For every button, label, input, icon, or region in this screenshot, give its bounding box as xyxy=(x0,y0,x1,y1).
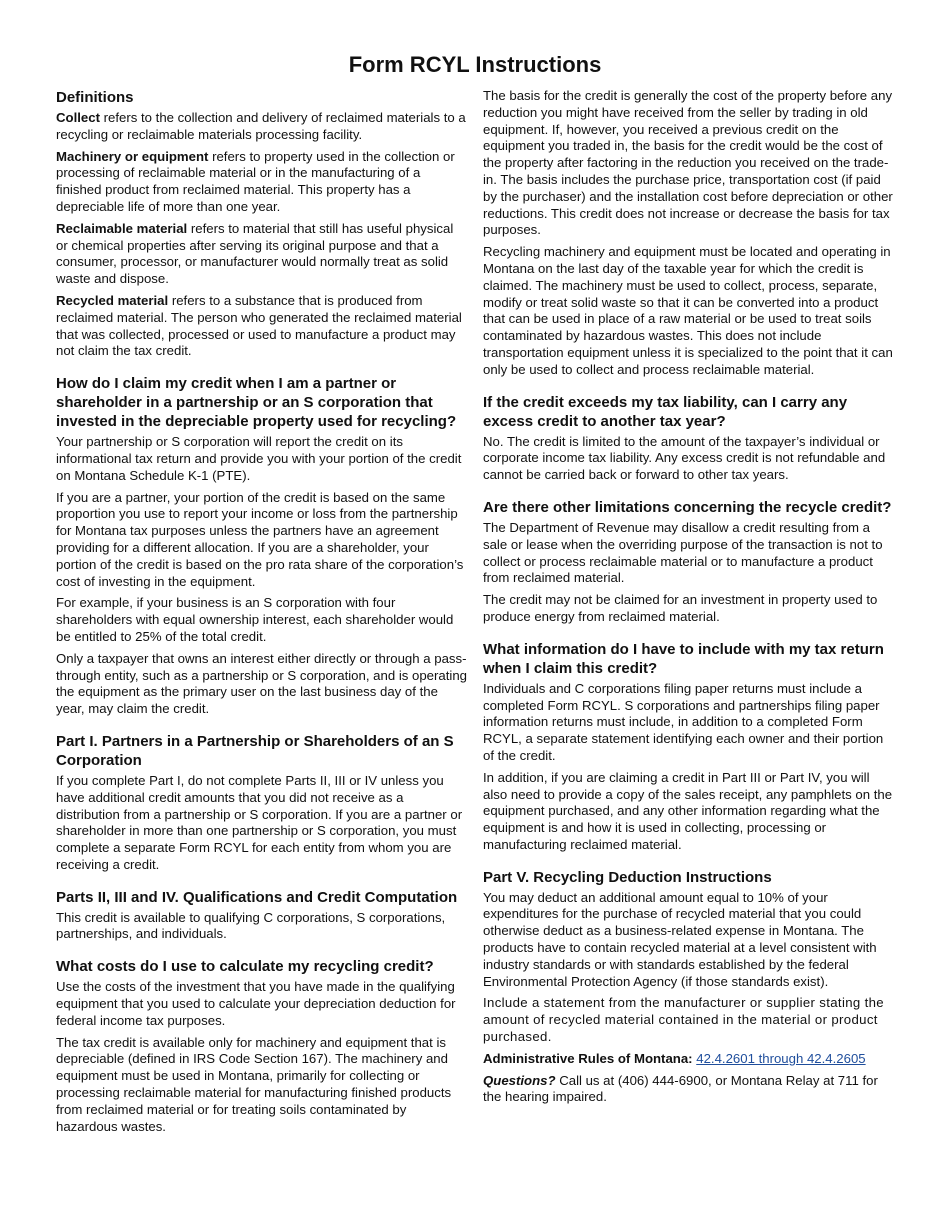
partner-paragraph-2: If you are a partner, your portion of the credit is based on the same proportion you use to report your income or loss from the partnership for Montana tax purposes unless the partners have an agreement providing for a different allocation. If you are a shareholder, your portion of the credit is based on the pro rata share of the corporation’s cost of investing in the equipment. xyxy=(56,489,464,589)
definition-machinery xyxy=(56,149,467,216)
term-reclaimable: Reclaimable material xyxy=(56,220,188,236)
costs-paragraph-1: Use the costs of the investment that you have made in the qualifying equipment that you used to calculate your depreciation deduction for federal income tax purposes. xyxy=(56,979,456,1028)
partner-paragraph-1: Your partnership or S corporation will report the credit on its informational tax return and provide you with your portion of the credit on Montana Schedule K-1 (PTE). xyxy=(56,434,462,483)
questions-label: Questions? xyxy=(483,1072,556,1088)
administrative-rules xyxy=(483,1051,894,1068)
partner-heading: How do I claim my credit when I am a partner or shareholder in a partnership or an S corporation that invested in the depreciable property used for recycling? xyxy=(56,375,457,431)
left-column xyxy=(56,88,467,1140)
right-column xyxy=(483,88,894,1140)
information-heading: What information do I have to include with my tax return when I claim this credit? xyxy=(483,640,884,677)
costs-heading: What costs do I use to calculate my recycling credit? xyxy=(56,958,434,976)
rules-label: Administrative Rules of Montana: xyxy=(483,1050,693,1066)
limitations-paragraph-2: The credit may not be claimed for an investment in property used to produce energy from reclaimed material. xyxy=(483,592,878,624)
rules-link[interactable]: 42.4.2601 through 42.4.2605 xyxy=(696,1050,866,1066)
definition-collect-text: refers to the collection and delivery of reclaimed materials to a recycling or reclaimable materials processing facility. xyxy=(56,110,466,142)
costs-paragraph-2: The tax credit is available only for machinery and equipment that is depreciable (defined in IRS Code Section 167). The machinery and equipment must be used in Montana, primarily for collecting or processing reclaimable material for manufacturing finished products from reclaimed material or for treating soils contaminated by hazardous wastes. xyxy=(56,1034,452,1134)
questions-paragraph xyxy=(483,1073,894,1107)
definition-reclaimable-text: refers to material that still has useful physical or chemical properties after serving its original purpose and that a consumer, processor, or manufacturer would normally treat as solid waste and dispose. xyxy=(56,220,454,287)
information-paragraph-2: In addition, if you are claiming a credit in Part III or Part IV, you will also need to provide a copy of the sales receipt, any pamphlets on the equipment purchased, and any other information regarding what the equipment is and how it is used in collecting, processing or manufacturing reclaimed material. xyxy=(483,769,893,852)
questions-text: Call us at (406) 444-6900, or Montana Relay at 711 for the hearing impaired. xyxy=(483,1072,878,1105)
definition-collect xyxy=(56,110,467,144)
part5-paragraph-2: Include a statement from the manufacturer or supplier stating the amount of recycled material contained in the material or product purchased. xyxy=(483,995,884,1045)
basis-paragraph-2: Recycling machinery and equipment must be located and operating in Montana on the last day of the taxable year for which the credit is claimed. The machinery must be used to collect, process, separate, modify or treat solid waste so that it can be converted into a product that can be used in place of a raw material or be used to treat soils contaminated by hazardous wastes. This does not include transportation equipment unless it is specialized to the point that it can only be used to collect and process reclaimable material. xyxy=(483,244,893,377)
definition-reclaimable xyxy=(56,221,467,288)
part1-paragraph: If you complete Part I, do not complete Parts II, III or IV unless you have additional credit amounts that you did not receive as a distribution from a partnership or S corporation. If you are a partner or shareholder in more than one partnership or S corporation, you must complete a separate Form RCYL for each entity from whom you are receiving a credit. xyxy=(56,772,463,872)
information-paragraph-1: Individuals and C corporations filing paper returns must include a completed Form RCYL. S corporations and partnerships filing paper information returns must include, in addition to a completed Form RCYL, a separate statement identifying each owner and their portion of the credit. xyxy=(483,680,884,763)
definition-recycled-text: refers to a substance that is produced from reclaimed material. The person who generated the reclaimed material that was collected, processed or used to manufacture a product may not claim the tax credit. xyxy=(56,292,462,359)
page-title: Form RCYL Instructions xyxy=(348,52,602,77)
term-recycled: Recycled material xyxy=(56,292,169,308)
exceeds-heading: If the credit exceeds my tax liability, can I carry any excess credit to another tax year? xyxy=(483,393,848,430)
part5-paragraph-1: You may deduct an additional amount equal to 10% of your expenditures for the purchase of recycled material that you could otherwise deduct as a business-related expense in Montana. The products have to contain recycled material at a level consistent with industry standards or with standards established by the federal Environmental Protection Agency (if those standards exist). xyxy=(483,889,877,989)
two-column-body xyxy=(56,88,894,1140)
partner-paragraph-3: For example, if your business is an S corporation with four shareholders with equal ownership interest, each shareholder would be entitled to 25% of the total credit. xyxy=(56,595,454,644)
parts234-paragraph: This credit is available to qualifying C corporations, S corporations, partnerships, and individuals. xyxy=(56,909,446,942)
exceeds-paragraph: No. The credit is limited to the amount of the taxpayer’s individual or corporate income tax liability. Any excess credit is not refundable and cannot be carried back or forward to other tax years. xyxy=(483,433,886,483)
definition-machinery-text: refers to property used in the collection or processing of reclaimable material or in the manufacturing of a finished product from reclaimed material. This property has a depreciable life of more than one year. xyxy=(56,148,455,214)
part5-heading: Part V. Recycling Deduction Instructions xyxy=(483,868,772,886)
parts234-heading: Parts II, III and IV. Qualifications and Credit Computation xyxy=(56,888,458,906)
basis-paragraph-1: The basis for the credit is generally the cost of the property before any reduction you might have received from the seller by trading in old equipment. If, however, you received a previous credit on the equipment you traded in, the basis for the credit would be the cost of the property after factoring in the reduction you received on the trade-in. The basis includes the purchase price, transportation cost (if paid by the purchaser) and the installation cost before depreciation or other reductions. This credit does not increase or decrease the basis for tax purposes. xyxy=(483,88,893,238)
limitations-paragraph-1: The Department of Revenue may disallow a credit resulting from a sale or lease when the overriding purpose of the transaction is not to collect or process reclaimable material or to manufacture a product from reclaimed material. xyxy=(483,519,883,586)
part1-heading: Part I. Partners in a Partnership or Shareholders of an S Corporation xyxy=(56,732,454,769)
term-machinery: Machinery or equipment xyxy=(56,148,209,164)
definition-recycled xyxy=(56,293,467,360)
definitions-heading: Definitions xyxy=(56,89,134,106)
partner-paragraph-4: Only a taxpayer that owns an interest either directly or through a pass-through entity, such as a partnership or S corporation, and is operating the equipment as the primary user on the last business day of the year, may claim the credit. xyxy=(56,650,468,717)
term-collect: Collect xyxy=(56,110,100,125)
limitations-heading: Are there other limitations concerning the recycle credit? xyxy=(483,498,892,516)
